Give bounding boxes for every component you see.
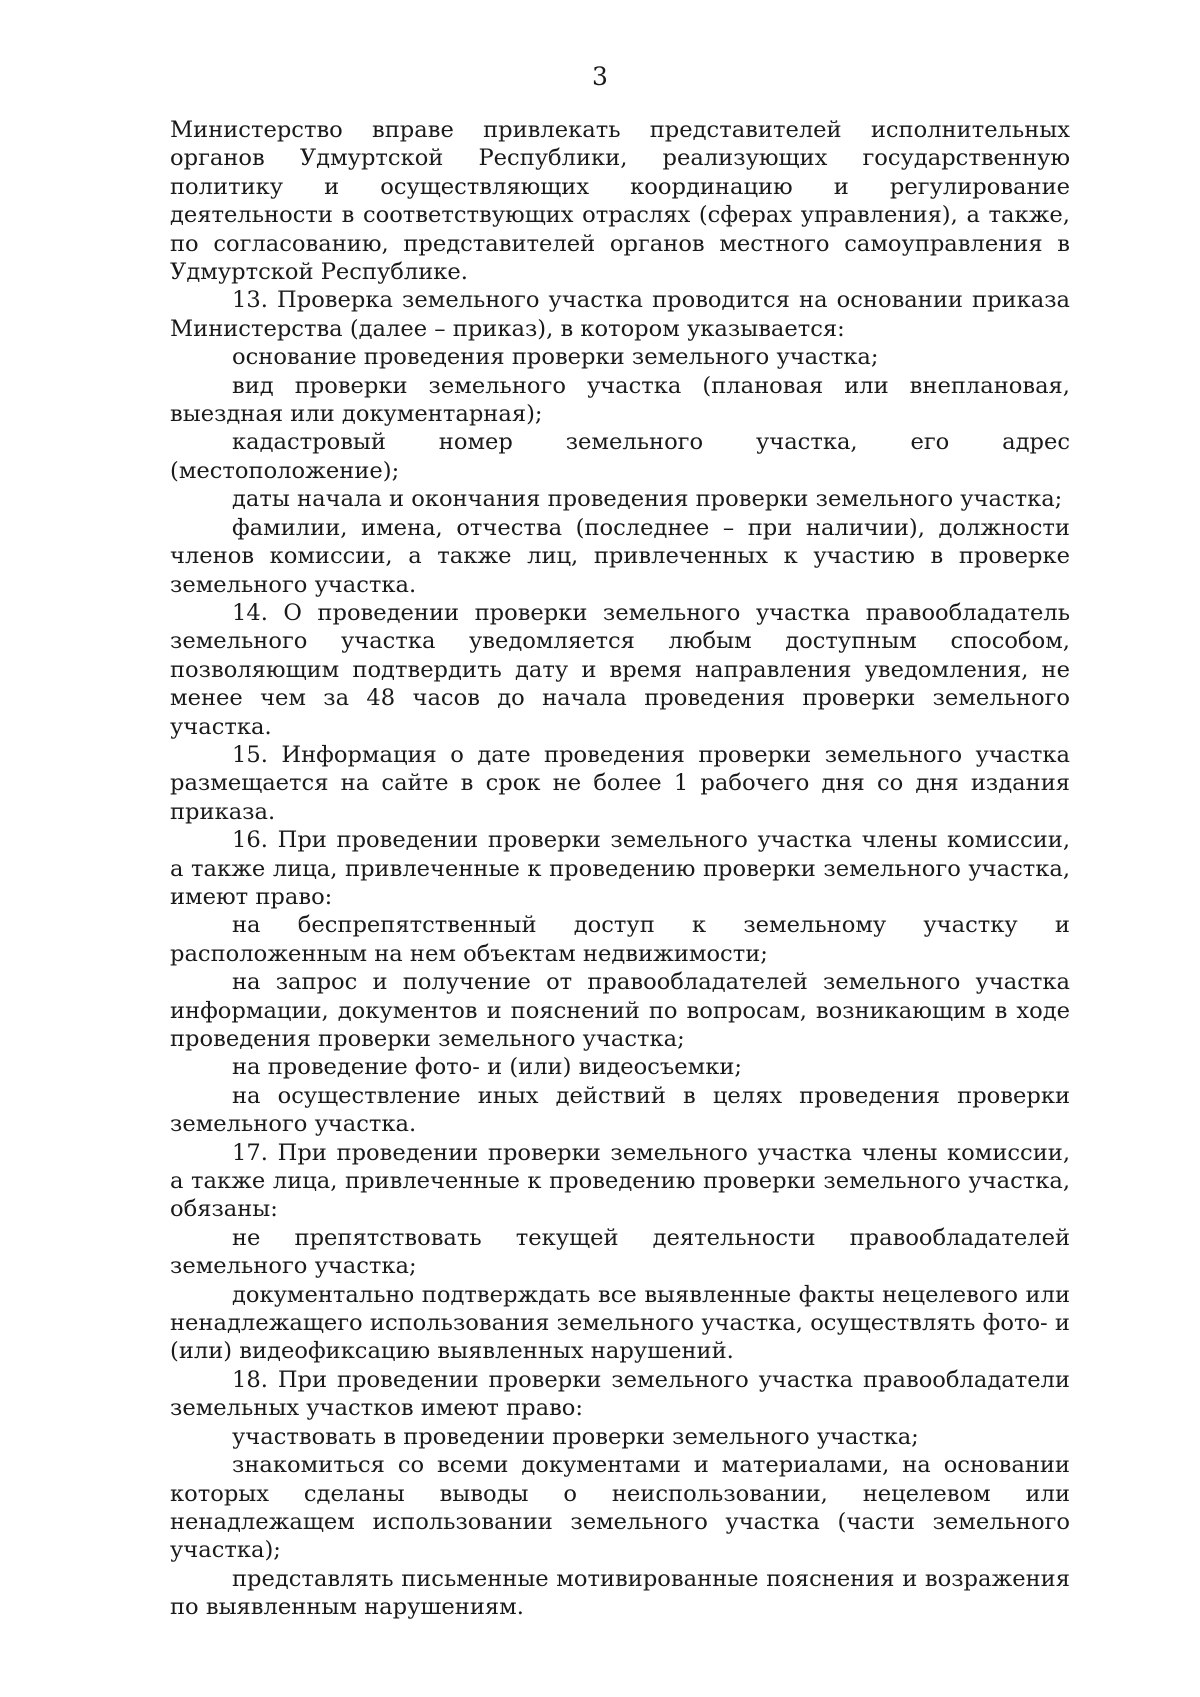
page-number: 3 xyxy=(592,62,608,91)
paragraph: даты начала и окончания проведения проверки земельного участка; xyxy=(232,486,1063,513)
paragraph: 16. При проведении проверки земельного участка члены комиссии, а также лица, привлеченные к проведению проверки земельного участка, имеют право: xyxy=(170,827,1070,910)
paragraph: на беспрепятственный доступ к земельному участку и расположенным на нем объектам недвижимости; xyxy=(170,912,1070,967)
paragraph: фамилии, имена, отчества (последнее – при наличии), должности членов комиссии, а также лиц, привлеченных к участию в проверке земельного участка. xyxy=(170,514,1070,598)
paragraph: представлять письменные мотивированные пояснения и возражения по выявленным нарушениям. xyxy=(170,1565,1070,1621)
paragraph: на осуществление иных действий в целях проведения проверки земельного участка. xyxy=(170,1082,1070,1138)
paragraph: знакомиться со всеми документами и материалами, на основании которых сделаны выводы о неиспользовании, нецелевом или ненадлежащем использовании земельного участка (части земельного участка); xyxy=(170,1452,1070,1564)
paragraph: 15. Информация о дате проведения проверки земельного участка размещается на сайте в срок не более 1 рабочего дня со дня издания приказа. xyxy=(170,741,1070,825)
paragraph: не препятствовать текущей деятельности правообладателей земельного участка; xyxy=(170,1224,1070,1280)
paragraph: вид проверки земельного участка (плановая или внеплановая, выездная или документарная); xyxy=(170,372,1070,428)
paragraph: 18. При проведении проверки земельного участка правообладатели земельных участков имеют право: xyxy=(170,1366,1070,1422)
paragraph: Министерство вправе привлекать представителей исполнительных органов Удмуртской Республики, реализующих государственную политику и осуществляющих координацию и регулирование деятельности в соответствующих отраслях (сферах управления), а также, по согласованию, представителей органов местного самоуправления в Удмуртской Республике. xyxy=(170,117,1070,286)
paragraph: 13. Проверка земельного участка проводится на основании приказа Министерства (далее – приказ), в котором указывается: xyxy=(170,287,1070,342)
paragraph: участвовать в проведении проверки земельного участка; xyxy=(232,1423,919,1450)
paragraph: основание проведения проверки земельного участка; xyxy=(232,344,879,371)
paragraph: документально подтверждать все выявленные факты нецелевого или ненадлежащего использования земельного участка, осуществлять фото- и (или) видеофиксацию выявленных нарушений. xyxy=(170,1281,1070,1365)
document-body xyxy=(170,116,1070,1622)
paragraph: 14. О проведении проверки земельного участка правообладатель земельного участка уведомляется любым доступным способом, позволяющим подтвердить дату и время направления уведомления, не менее чем за 48 часов до начала проведения проверки земельного участка. xyxy=(170,599,1070,740)
paragraph: 17. При проведении проверки земельного участка члены комиссии, а также лица, привлеченные к проведению проверки земельного участка, обязаны: xyxy=(170,1139,1070,1223)
paragraph: кадастровый номер земельного участка, его адрес (местоположение); xyxy=(170,429,1070,484)
paragraph: на проведение фото- и (или) видеосъемки; xyxy=(232,1054,743,1081)
paragraph: на запрос и получение от правообладателей земельного участка информации, документов и пояснений по вопросам, возникающим в ходе проведения проверки земельного участка; xyxy=(170,969,1070,1052)
